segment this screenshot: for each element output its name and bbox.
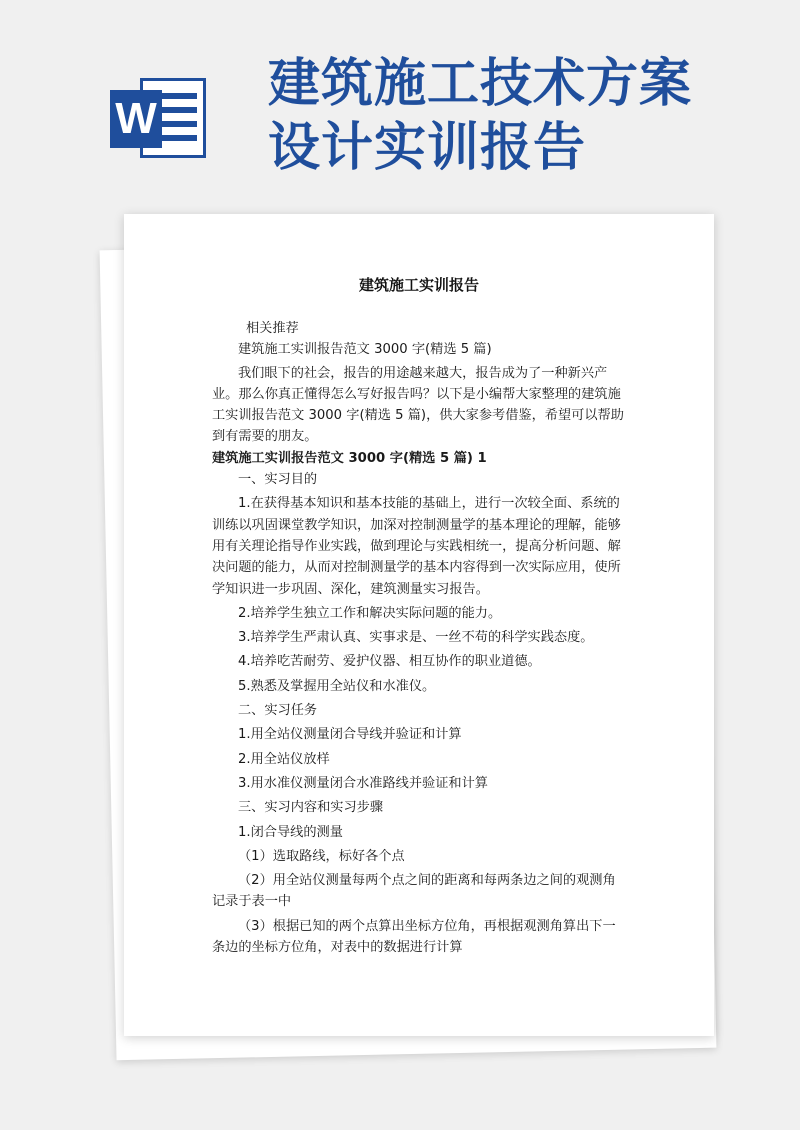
- part2-title: 二、实习任务: [238, 703, 318, 719]
- page-title: [268, 52, 788, 180]
- part3-step-2: （2）用全站仪测量每两个点之间的距离和每两条边之间的观测角记录于表一中: [212, 873, 616, 910]
- part1-item-4: 4.培养吃苦耐劳、爱护仪器、相互协作的职业道德。: [238, 654, 541, 670]
- document-title: 建筑施工实训报告: [358, 276, 479, 294]
- part3-step-3: （3）根据已知的两个点算出坐标方位角，再根据观测角算出下一条边的坐标方位角，对表中的数据进行计算: [212, 918, 616, 956]
- intro-paragraph: 我们眼下的社会，报告的用途越来越大，报告成为了一种新兴产业。那么你真正懂得怎么写好报告吗？以下是小编帮大家整理的建筑施工实训报告范文 3000 字(精选 5 篇)，供大家参考借鉴，希望可以帮助到有需要的朋友。: [212, 365, 624, 445]
- section-heading: 建筑施工实训报告范文 3000 字(精选 5 篇) 1: [212, 450, 487, 466]
- part2-item-2: 2.用全站仪放样: [238, 751, 330, 767]
- title-line-1: 建筑施工技术方案: [268, 54, 693, 114]
- part1-item-5: 5.熟悉及掌握用全站仪和水准仪。: [238, 678, 436, 694]
- word-letter: W: [110, 90, 162, 148]
- part1-item-3: 3.培养学生严肃认真、实事求是、一丝不苟的科学实践态度。: [238, 630, 594, 646]
- word-logo-icon: [110, 72, 210, 162]
- document-body: [212, 318, 624, 958]
- part3-step-1: （1）选取路线，标好各个点: [238, 848, 405, 864]
- header: [0, 0, 800, 200]
- part1-title: 一、实习目的: [238, 472, 318, 488]
- part3-item-1: 1.闭合导线的测量: [238, 824, 343, 840]
- part3-title: 三、实习内容和实习步骤: [238, 800, 384, 816]
- document-page: [124, 214, 714, 1036]
- part1-item-2: 2.培养学生独立工作和解决实际问题的能力。: [238, 605, 502, 621]
- related-label: 相关推荐: [246, 321, 299, 336]
- title-line-2: 设计实训报告: [268, 118, 587, 178]
- related-item: 建筑施工实训报告范文 3000 字(精选 5 篇): [238, 342, 492, 358]
- part2-item-1: 1.用全站仪测量闭合导线并验证和计算: [238, 727, 462, 743]
- part1-item-1: 1.在获得基本知识和基本技能的基础上，进行一次较全面、系统的训练以巩固课堂教学知识，加深对控制测量学的基本理论的理解，能够用有关理论指导作业实践，做到理论与实践相统一，提高分析问题、解决问题的能力，从而对控制测量学的基本内容得到一次实际应用，使所学知识进一步巩固、深化，建筑测量实习报告。: [212, 496, 621, 597]
- part2-item-3: 3.用水准仪测量闭合水准路线并验证和计算: [238, 775, 488, 791]
